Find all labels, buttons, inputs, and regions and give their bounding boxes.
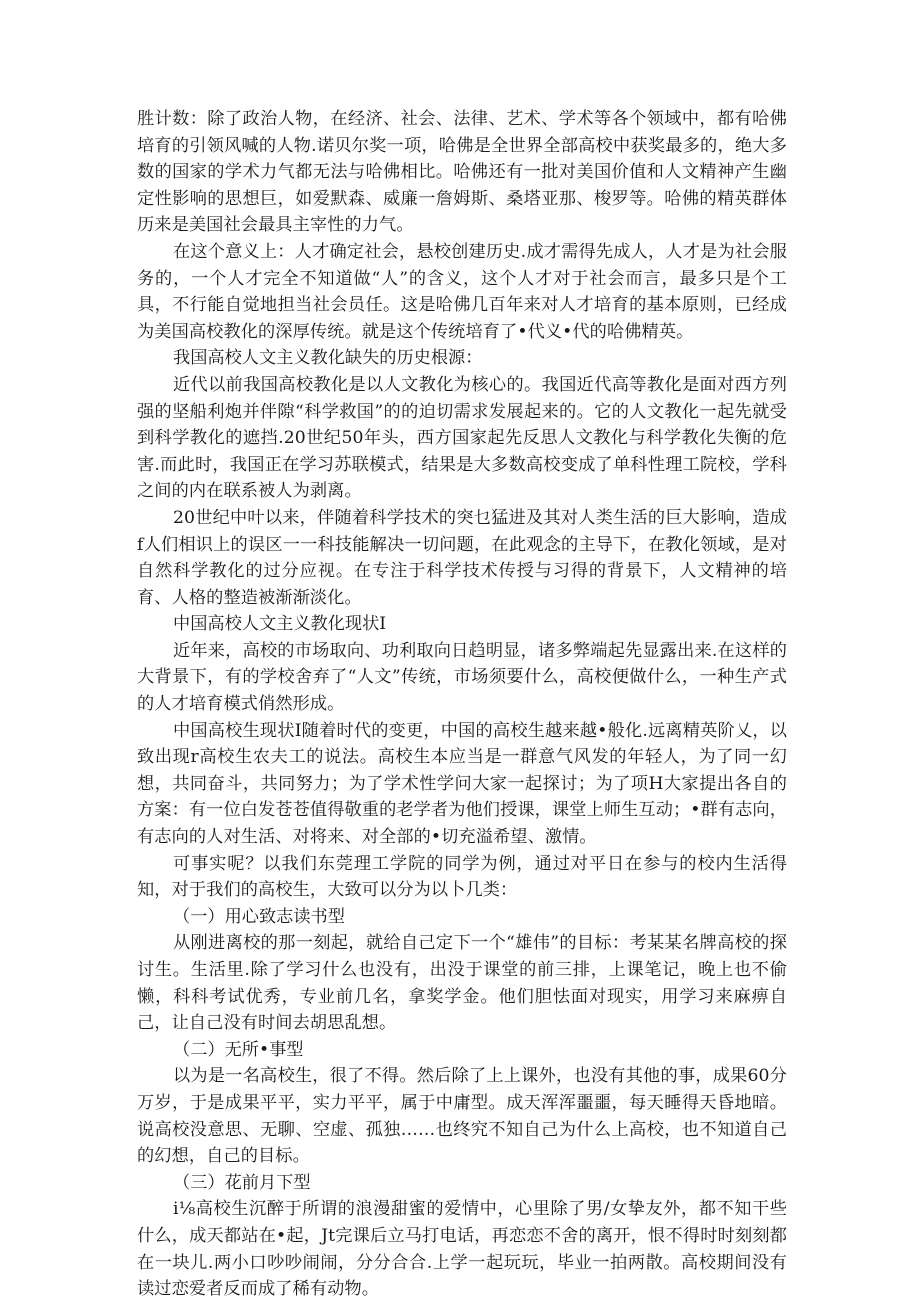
paragraph-type-one: 从刚进离校的那一刻起，就给自己定下一个“雄伟”的目标：考某某名牌高校的探讨生。生活里.除了学习什么也没有，出没于课堂的前三排，上课笔记，晚上也不偷懒，科科考试优秀，专业前几名，拿奖学金。他们胆怯面对现实，用学习来麻痹自己，让自己没有时间去胡思乱想。 <box>137 933 787 1034</box>
paragraph-type-two: 以为是一名高校生，很了不得。然后除了上上课外，也没有其他的事，成果60分万岁，于是成果平平，实力平平，属于中庸型。成天浑浑噩噩，每天睡得天昏地暗。说高校没意思、无聊、空虚、孤独……也终究不知自己为什么上高校，也不知道自己的幻想，自己的目标。 <box>137 1066 787 1167</box>
document-page <box>137 106 787 1303</box>
subheading-type-one: （一）用心致志读书型 <box>173 906 345 927</box>
paragraph-talent-society: 在这个意义上：人才确定社会，悬校创建历史.成才需得先成人，人才是为社会服务的，一个人才完全不知道做“人”的含义，这个人才对于社会而言，最多只是个工具，不行能自觉地担当社会员任。这是哈佛几百年来对人才培育的基本原则，已经成为美国高校教化的深厚传统。就是这个传统培育了•代义•代的哈佛精英。 <box>137 241 787 342</box>
paragraph-classification-intro: 可事实呢？以我们东莞理工学院的同学为例，通过对平日在参与的校内生活得知，对于我们的高校生，大致可以分为以卜几类： <box>137 853 787 901</box>
section-heading-current-status: 中国高校人文主义教化现状I <box>173 614 387 635</box>
subheading-type-two: （二）无所•事型 <box>173 1039 304 1060</box>
subheading-type-three: （三）花前月下型 <box>173 1172 311 1193</box>
paragraph-harvard-achievements: 胜计数：除了政治人物，在经济、社会、法律、艺术、学术等各个领域中，都有哈佛培育的引领风喊的人物.诺贝尔奖一项，哈佛是全世界全部高校中获奖最多的，绝大多数的国家的学术力气都无法与哈佛相比。哈佛还有一批对美国价值和人文精神产生幽定性影响的思想巨，如爱默森、威廉一詹姆斯、桑塔亚那、梭罗等。哈佛的精英群体历来是美国社会最具主宰性的力气。 <box>137 109 787 236</box>
paragraph-mid-20th-century: 20世纪中叶以来，伴随着科学技术的突乜猛进及其对人类生活的巨大影响，造成f人们相识上的误区一一科技能解决一切问题，在此观念的主导下，在教化领域，是对自然科学教化的过分应视。在专注于科学技术传授与习得的背景下，人文精神的培育、人格的整造被渐渐淡化。 <box>137 507 787 608</box>
paragraph-modern-education: 近代以前我国高校教化是以人文教化为核心的。我国近代高等教化是面对西方列强的坚船利炮并伴隙“科学救国”的的迫切需求发展起来的。它的人文教化一起先就受到科学教化的遮挡.20世纪50年头，西方国家起先反思人文教化与科学教化失衡的危害.而此时，我国正在学习苏联模式，结果是大多数高校变成了单科性理工院校，学科之间的内在联系被人为剥离。 <box>137 374 787 502</box>
paragraph-type-three: i⅛高校生沉醉于所谓的浪漫甜蜜的爱情中，心里除了男/女挚友外，都不知干些什么，成天都站在•起，Jt完课后立马打电话，再恋恋不舍的离开，恨不得时时刻刻都在一块儿.两小口吵吵闹闹，分分合合.上学一起玩玩，毕业一拍两散。高校期间没有读过恋爱者反而成了稀有动物。 <box>137 1199 787 1300</box>
paragraph-student-status: 中国高校生现状I随着时代的变更，中国的高校生越来越•般化.远离精英阶乂，以致出现r高校生农夫工的说法。高校生本应当是一群意气风发的年轻人，为了同一幻想，共同奋斗，共同努力；为了学术性学问大家一起探讨；为了项H大家提出各自的方案：有一位白发苍苍值得敬重的老学者为他们授课，课堂上师生互动；•群有志向，有志向的人对生活、对将来、对全部的•切充溢希望、激情。 <box>137 720 787 848</box>
section-heading-historical-roots: 我国高校人文主义教化缺失的历史根源： <box>173 348 483 369</box>
paragraph-market-orientation: 近年来，高校的市场取向、功利取向日趋明显，诸多弊端起先显露出来.在这样的大背景下，有的学校舍弃了“人文”传统，市场须要什么，高校便做什么，一种生产式的人才培育模式俏然形成。 <box>137 640 787 715</box>
